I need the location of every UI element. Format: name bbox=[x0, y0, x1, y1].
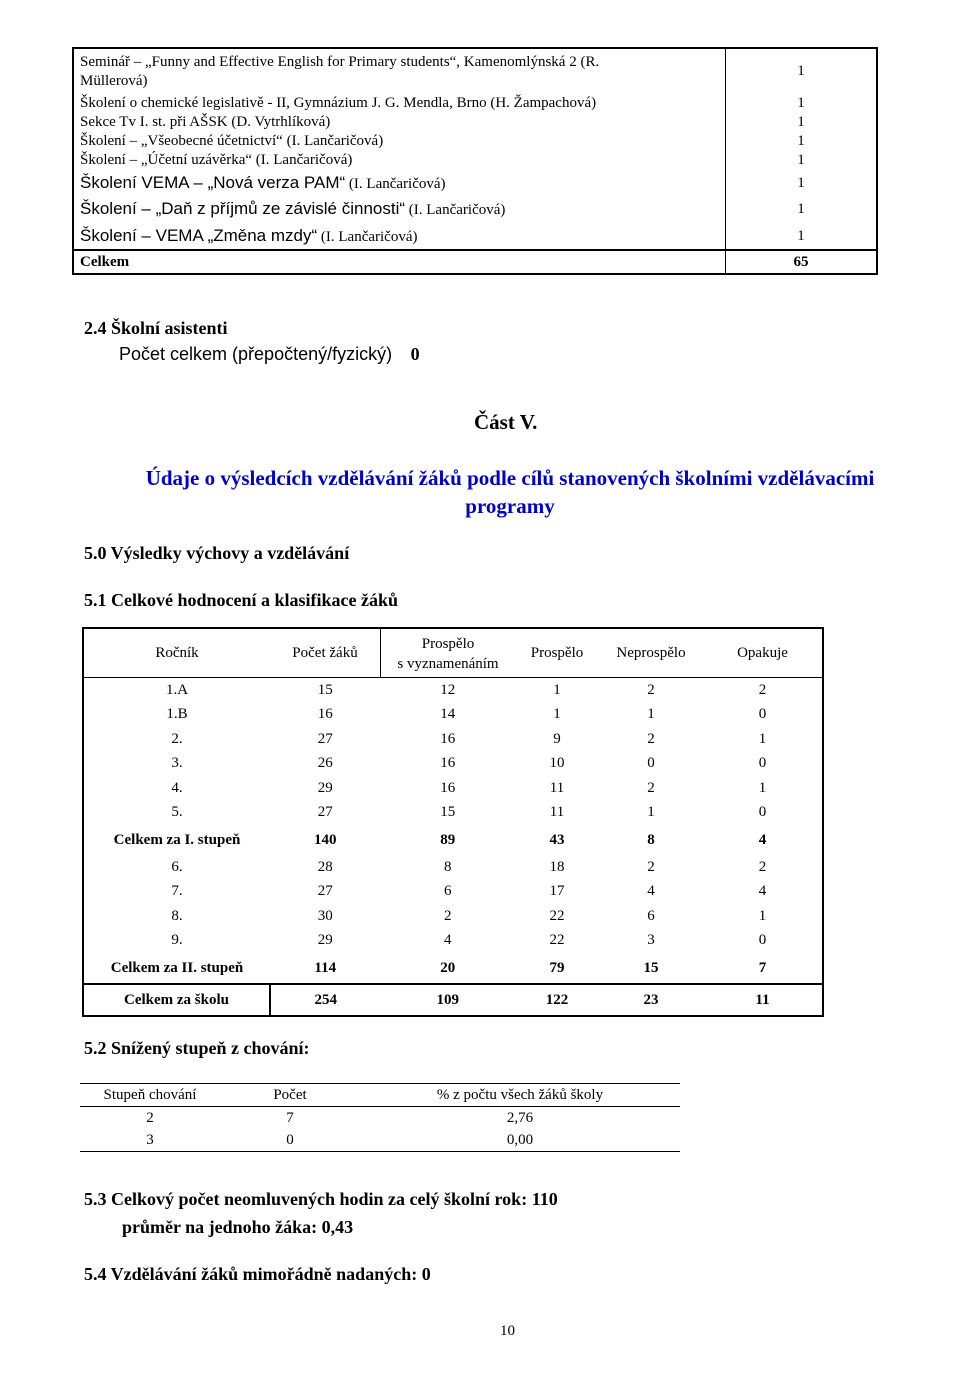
training-row bbox=[73, 196, 877, 223]
cell-opakuje: 0 bbox=[703, 929, 823, 954]
cell-opakuje: 2 bbox=[703, 855, 823, 880]
cell-pocet: 27 bbox=[317, 883, 333, 900]
chovani-header-row bbox=[80, 1084, 680, 1107]
table-row bbox=[83, 855, 823, 880]
cell-opakuje: 0 bbox=[703, 801, 823, 826]
col-prospelo-vyznamenani bbox=[381, 628, 516, 678]
table-row bbox=[83, 801, 823, 826]
training-row bbox=[73, 132, 877, 151]
training-count: 1 bbox=[726, 113, 878, 132]
training-count: 1 bbox=[726, 170, 878, 196]
cell-opakuje: 4 bbox=[703, 880, 823, 905]
cell-opakuje: 1 bbox=[703, 904, 823, 929]
cell-rocnik: 9. bbox=[83, 929, 270, 954]
col-procento: % z počtu všech žáků školy bbox=[360, 1084, 680, 1107]
training-label: Školení o chemické legislativě - II, Gymnázium J. G. Mendla, Brno (H. Žampachová) bbox=[80, 95, 597, 111]
cell-neprospelo: 2 bbox=[647, 858, 655, 875]
training-label-note: (I. Lančaričová) bbox=[405, 202, 506, 218]
cell-procento: 0,00 bbox=[360, 1129, 680, 1152]
cell-prospelo: 17 bbox=[549, 883, 565, 900]
cell-procento: 2,76 bbox=[506, 1109, 534, 1126]
cell-rocnik: Celkem za I. stupeň bbox=[83, 825, 270, 855]
col-prospelo-vyznamenani-line1: Prospělo bbox=[421, 636, 475, 652]
cell-pocet: 7 bbox=[286, 1109, 294, 1126]
section-5-4-heading: 5.4 Vzdělávání žáků mimořádně nadaných: 0 bbox=[84, 1264, 431, 1284]
cell-prospelo: 11 bbox=[549, 804, 565, 821]
cell-opakuje: 4 bbox=[703, 825, 823, 855]
cell-vyznamenani: 2 bbox=[444, 907, 452, 924]
cell-vyznamenani: 20 bbox=[440, 959, 456, 976]
cell-neprospelo: 15 bbox=[643, 959, 659, 976]
cell-rocnik: 8. bbox=[83, 904, 270, 929]
cell-pocet: 0 bbox=[220, 1129, 360, 1152]
cell-prospelo: 43 bbox=[549, 831, 565, 848]
cell-vyznamenani: 12 bbox=[440, 681, 456, 698]
cell-pocet: 29 bbox=[317, 932, 333, 949]
cell-opakuje: 0 bbox=[703, 703, 823, 728]
training-count: 1 bbox=[726, 132, 878, 151]
col-pocet-zaku: Počet žáků bbox=[270, 628, 381, 678]
klasifikace-header-row bbox=[83, 628, 823, 678]
cell-neprospelo: 1 bbox=[647, 706, 655, 723]
section-5-3-line2: průměr na jednoho žáka: 0,43 bbox=[122, 1217, 354, 1237]
cell-rocnik: 4. bbox=[83, 776, 270, 801]
col-prospelo-vyznamenani-line2: s vyznamenáním bbox=[397, 656, 499, 672]
table-row bbox=[83, 880, 823, 905]
col-pocet: Počet bbox=[220, 1084, 360, 1107]
training-total-row bbox=[73, 250, 877, 274]
cell-rocnik: 6. bbox=[83, 855, 270, 880]
training-total-label: Celkem bbox=[73, 250, 726, 274]
cell-prospelo: 1 bbox=[553, 681, 561, 698]
cell-neprospelo: 1 bbox=[647, 804, 655, 821]
cell-rocnik: 3. bbox=[83, 752, 270, 777]
training-row bbox=[73, 151, 877, 170]
cell-rocnik: Celkem za školu bbox=[83, 984, 270, 1016]
cell-prospelo: 18 bbox=[549, 858, 565, 875]
training-row bbox=[73, 170, 877, 196]
table-row bbox=[83, 727, 823, 752]
table-row bbox=[80, 1107, 680, 1130]
cell-rocnik: 2. bbox=[83, 727, 270, 752]
training-total-value: 65 bbox=[726, 250, 878, 274]
cell-neprospelo: 3 bbox=[647, 932, 655, 949]
cell-pocet: 254 bbox=[270, 984, 381, 1016]
cell-rocnik: 1.A bbox=[83, 678, 270, 703]
training-label bbox=[73, 170, 726, 196]
cell-prospelo: 10 bbox=[549, 755, 565, 772]
cell-vyznamenani: 16 bbox=[440, 730, 456, 747]
cell-neprospelo: 6 bbox=[647, 907, 655, 924]
cell-opakuje: 1 bbox=[703, 776, 823, 801]
cell-opakuje: 7 bbox=[703, 953, 823, 984]
cell-pocet: 27 bbox=[317, 730, 333, 747]
training-count: 1 bbox=[726, 196, 878, 223]
cell-vyznamenani: 109 bbox=[381, 984, 516, 1016]
cell-pocet: 16 bbox=[317, 706, 333, 723]
col-stupen: Stupeň chování bbox=[80, 1084, 220, 1107]
cell-rocnik: 1.B bbox=[83, 703, 270, 728]
cell-vyznamenani: 16 bbox=[440, 779, 456, 796]
table-row bbox=[80, 1129, 680, 1152]
cell-neprospelo: 4 bbox=[647, 883, 655, 900]
page-number: 10 bbox=[500, 1323, 515, 1339]
cell-stupen: 2 bbox=[146, 1109, 154, 1126]
cell-pocet: 30 bbox=[317, 907, 333, 924]
assistants-count-label: Počet celkem (přepočtený/fyzický) bbox=[119, 344, 393, 364]
table-row bbox=[83, 752, 823, 777]
cell-neprospelo: 0 bbox=[647, 755, 655, 772]
cell-pocet: 114 bbox=[314, 959, 337, 976]
training-label: Seminář – „Funny and Effective English for Primary students“, Kamenomlýnská 2 (R. Müllerová) bbox=[80, 53, 600, 89]
section-5-0-heading: 5.0 Výsledky výchovy a vzdělávání bbox=[84, 543, 350, 563]
cell-opakuje: 11 bbox=[703, 984, 823, 1016]
cell-vyznamenani: 8 bbox=[444, 858, 452, 875]
training-label-main: Školení VEMA – „Nová verza PAM“ bbox=[80, 172, 346, 192]
cell-rocnik: 7. bbox=[83, 880, 270, 905]
assistants-count-value: 0 bbox=[410, 344, 420, 364]
cell-pocet: 28 bbox=[317, 858, 333, 875]
table-row bbox=[83, 703, 823, 728]
table-row bbox=[83, 929, 823, 954]
section-2-4-heading: 2.4 Školní asistenti bbox=[84, 318, 228, 338]
cell-prospelo: 79 bbox=[549, 959, 565, 976]
cell-prospelo: 9 bbox=[553, 730, 561, 747]
cell-neprospelo: 2 bbox=[647, 730, 655, 747]
training-label: Sekce Tv I. st. při AŠSK (D. Vytrhlíková) bbox=[80, 114, 331, 130]
training-label-note: (I. Lančaričová) bbox=[317, 228, 418, 245]
table-row bbox=[83, 776, 823, 801]
cell-rocnik: 5. bbox=[83, 801, 270, 826]
cell-prospelo: 122 bbox=[515, 984, 599, 1016]
col-neprospelo: Neprospělo bbox=[599, 628, 703, 678]
training-count: 1 bbox=[726, 48, 878, 94]
cell-vyznamenani: 6 bbox=[444, 883, 452, 900]
cell-prospelo: 1 bbox=[553, 706, 561, 723]
table-row bbox=[83, 904, 823, 929]
cell-prospelo: 22 bbox=[549, 907, 565, 924]
cell-vyznamenani: 4 bbox=[444, 932, 452, 949]
cell-neprospelo: 2 bbox=[647, 779, 655, 796]
training-label: Školení – „Účetní uzávěrka“ (I. Lančaričová) bbox=[80, 152, 353, 168]
training-label bbox=[73, 223, 726, 250]
training-count: 1 bbox=[726, 223, 878, 250]
training-label-main: Školení – VEMA „Změna mzdy“ bbox=[80, 225, 318, 245]
training-count: 1 bbox=[726, 151, 878, 170]
training-row bbox=[73, 113, 877, 132]
cell-prospelo: 11 bbox=[549, 779, 565, 796]
cell-neprospelo: 8 bbox=[647, 831, 655, 848]
cell-pocet: 15 bbox=[317, 681, 333, 698]
section-5-1-heading: 5.1 Celkové hodnocení a klasifikace žáků bbox=[84, 590, 399, 610]
col-opakuje: Opakuje bbox=[703, 628, 823, 678]
subtotal-row-stupen-2 bbox=[83, 953, 823, 984]
cell-pocet: 27 bbox=[317, 804, 333, 821]
section-5-2-heading: 5.2 Snížený stupeň z chování: bbox=[84, 1038, 310, 1058]
training-count: 1 bbox=[726, 94, 878, 113]
training-row bbox=[73, 223, 877, 250]
cell-rocnik: Celkem za II. stupeň bbox=[83, 953, 270, 984]
cell-opakuje: 2 bbox=[703, 678, 823, 703]
cell-vyznamenani: 16 bbox=[440, 755, 456, 772]
col-prospelo: Prospělo bbox=[515, 628, 599, 678]
total-row-skola bbox=[83, 984, 823, 1016]
cell-prospelo: 22 bbox=[549, 932, 565, 949]
training-row bbox=[73, 94, 877, 113]
cell-vyznamenani: 15 bbox=[440, 804, 456, 821]
col-rocnik: Ročník bbox=[83, 628, 270, 678]
training-label: Školení – „Všeobecné účetnictví“ (I. Lančaričová) bbox=[80, 133, 384, 149]
section-5-3-line1: 5.3 Celkový počet neomluvených hodin za celý školní rok: 110 bbox=[84, 1189, 558, 1209]
training-row bbox=[73, 48, 877, 94]
cell-opakuje: 0 bbox=[703, 752, 823, 777]
table-row bbox=[83, 678, 823, 703]
cell-neprospelo: 23 bbox=[599, 984, 703, 1016]
klasifikace-table bbox=[82, 627, 824, 1017]
cell-opakuje: 1 bbox=[703, 727, 823, 752]
training-label-main: Školení – „Daň z příjmů ze závislé činnosti“ bbox=[80, 199, 406, 218]
assistants-count-line bbox=[119, 344, 420, 365]
cell-vyznamenani: 89 bbox=[440, 831, 456, 848]
cell-pocet: 29 bbox=[317, 779, 333, 796]
part-title-line2: programy bbox=[465, 494, 555, 518]
chovani-table bbox=[80, 1083, 680, 1152]
training-table bbox=[72, 47, 878, 275]
part-title-line1: Údaje o výsledcích vzdělávání žáků podle cílů stanovených školními vzdělávacími bbox=[145, 466, 875, 490]
cell-neprospelo: 2 bbox=[647, 681, 655, 698]
training-label bbox=[73, 196, 726, 223]
cell-pocet: 140 bbox=[314, 831, 337, 848]
cell-vyznamenani: 14 bbox=[440, 706, 456, 723]
cell-stupen: 3 bbox=[80, 1129, 220, 1152]
subtotal-row-stupen-1 bbox=[83, 825, 823, 855]
part-label: Část V. bbox=[474, 410, 538, 434]
cell-pocet: 26 bbox=[317, 755, 333, 772]
training-label-note: (I. Lančaričová) bbox=[345, 175, 446, 192]
